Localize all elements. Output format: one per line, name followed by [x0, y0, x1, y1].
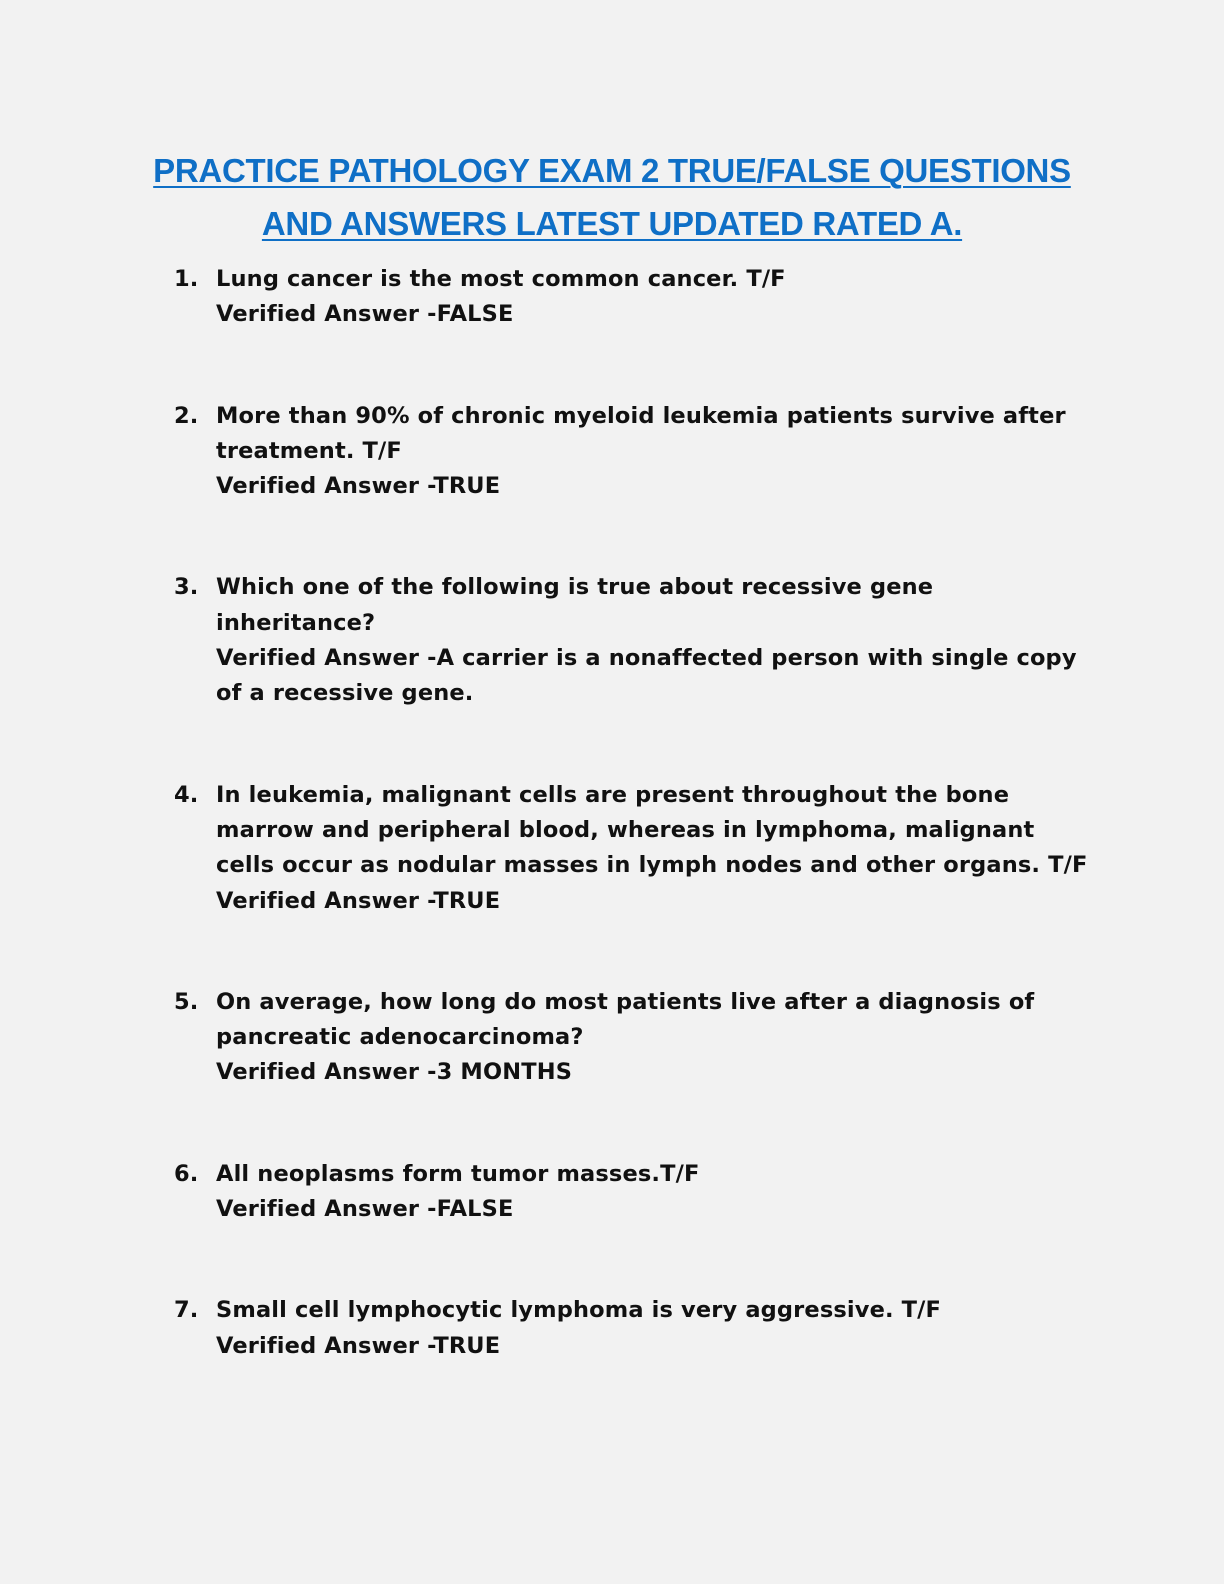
question-item: [174, 1293, 1094, 1364]
question-number: 3.: [174, 574, 199, 601]
question-text: On average, how long do most patients live after a diagnosis of pancreatic adenocarcinoma?: [216, 988, 1035, 1051]
verified-answer: Verified Answer -FALSE: [216, 301, 514, 328]
verified-answer: Verified Answer -3 MONTHS: [216, 1059, 573, 1086]
question-item: [174, 1157, 1094, 1228]
question-item: [174, 985, 1094, 1091]
verified-answer: Verified Answer -FALSE: [216, 1196, 514, 1223]
question-item: [174, 570, 1094, 711]
question-text: More than 90% of chronic myeloid leukemia patients survive after treatment. T/F: [216, 402, 1066, 464]
question-item: [174, 399, 1094, 505]
question-number: 7.: [174, 1297, 199, 1324]
title-line-2: AND ANSWERS LATEST UPDATED RATED A.: [261, 205, 963, 242]
verified-answer: Verified Answer -TRUE: [216, 887, 501, 914]
question-text: Lung cancer is the most common cancer. T/F: [216, 266, 786, 292]
question-text: Small cell lymphocytic lymphoma is very aggressive. T/F: [216, 1297, 942, 1324]
question-text: Which one of the following is true about recessive gene inheritance?: [216, 574, 934, 636]
question-number: 2.: [174, 402, 199, 429]
verified-answer: Verified Answer -TRUE: [216, 1332, 501, 1359]
question-number: 4.: [174, 781, 199, 808]
question-number: 1.: [174, 266, 199, 292]
document-title: [130, 144, 1094, 250]
question-item: [174, 262, 1094, 333]
question-number: 6.: [174, 1160, 199, 1187]
question-list: [174, 262, 1094, 1364]
question-text: All neoplasms form tumor masses.T/F: [216, 1160, 700, 1187]
verified-answer: Verified Answer -TRUE: [216, 473, 501, 500]
question-item: [174, 778, 1094, 919]
question-number: 5.: [174, 988, 199, 1015]
title-line-1: PRACTICE PATHOLOGY EXAM 2 TRUE/FALSE QUESTIONS: [153, 152, 1071, 189]
verified-answer: Verified Answer -A carrier is a nonaffected person with single copy of a recessive gene.: [216, 645, 1077, 707]
question-text: In leukemia, malignant cells are present throughout the bone marrow and peripheral blood, whereas in lymphoma, malignant cells occur as nodular masses in lymph nodes and other organs. T/F: [216, 781, 1088, 879]
